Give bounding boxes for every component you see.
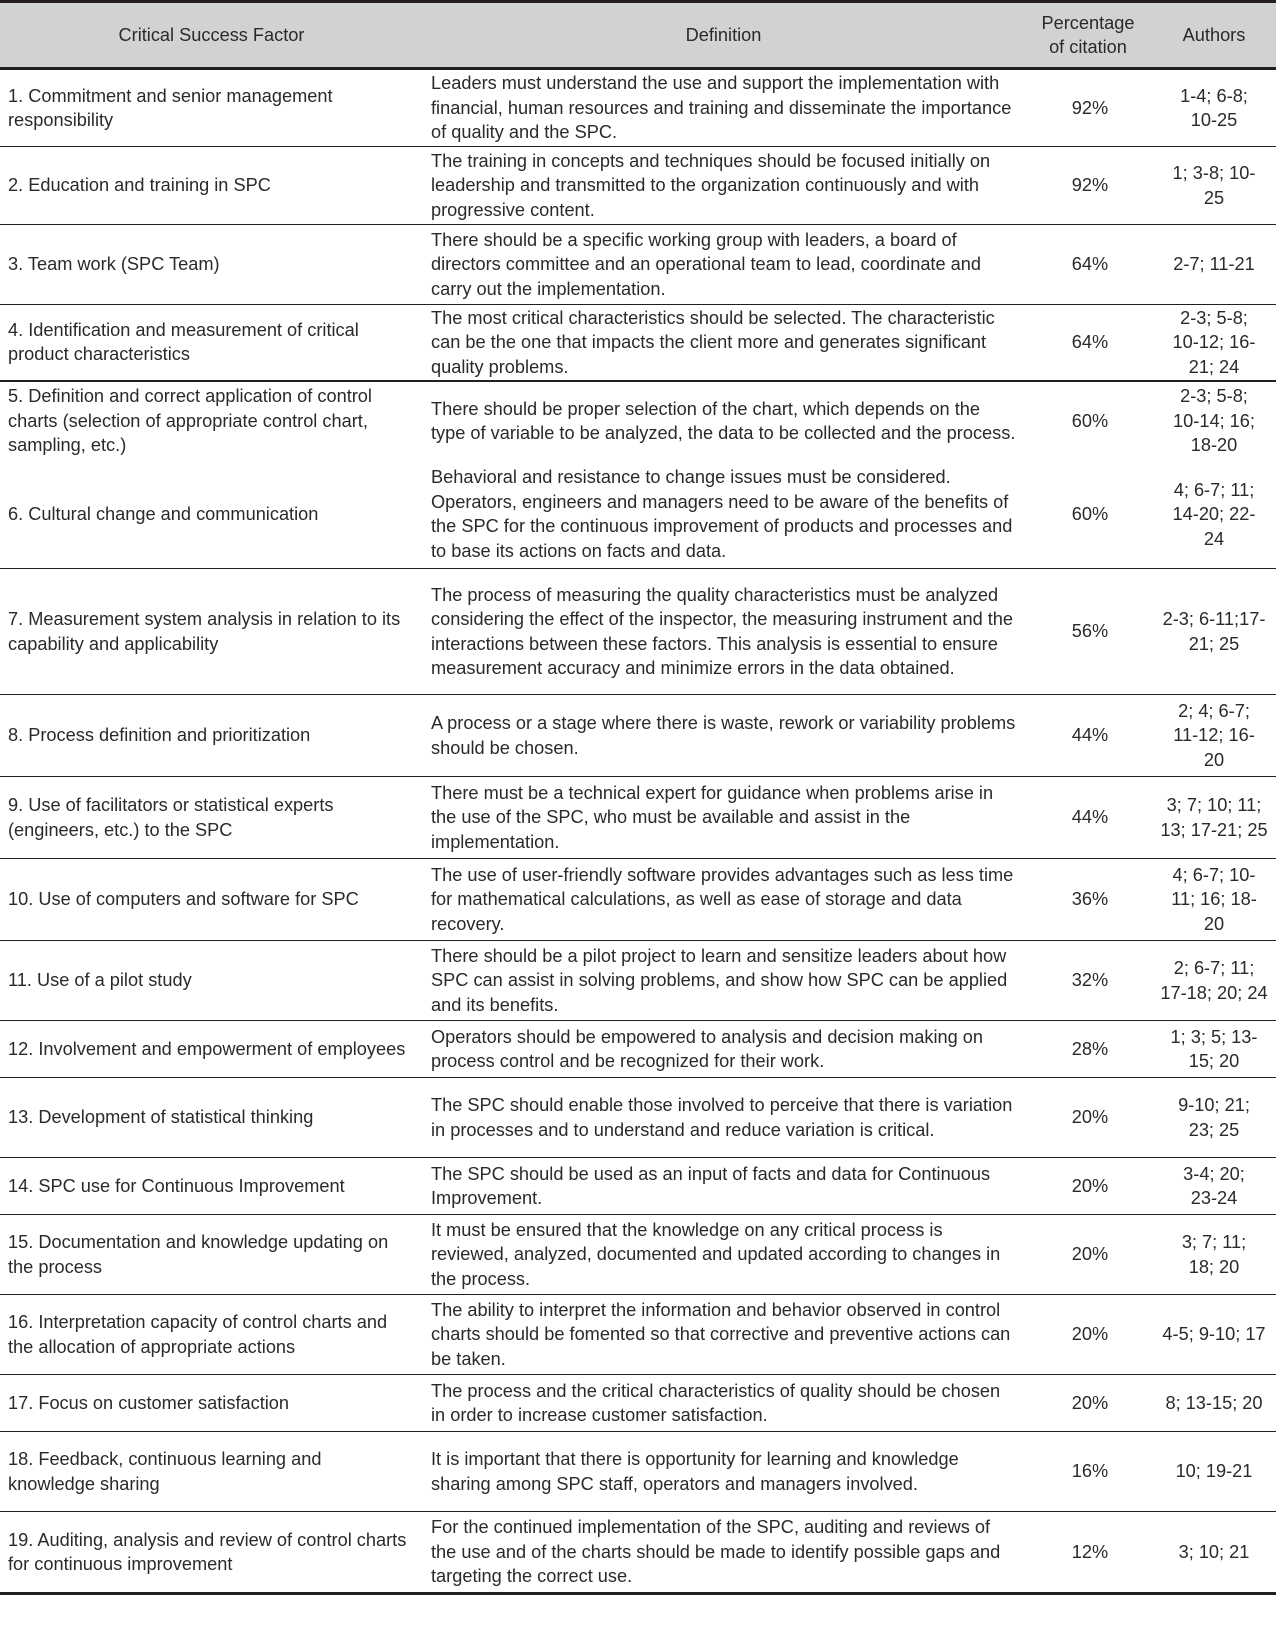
table-row [0, 569, 1276, 695]
percentage-cell: 28% [1071, 1038, 1109, 1059]
percentage-cell: 64% [1071, 332, 1109, 352]
authors-cell [1152, 1078, 1276, 1158]
factor-cell: 3. Team work (SPC Team) [8, 254, 220, 275]
percentage-cell: 12% [1071, 1541, 1109, 1562]
percentage-cell: 60% [1071, 410, 1109, 431]
table-row [0, 1215, 1276, 1295]
definition-cell: There should be proper selection of the chart, which depends on the type of variable to be analyzed, the data to be collected and the process. [431, 398, 1016, 443]
percentage-cell: 20% [1071, 1324, 1109, 1345]
table-row [0, 69, 1276, 147]
authors-cell [1152, 941, 1276, 1021]
percentage-cell: 16% [1071, 1461, 1109, 1482]
definition-cell: Leaders must understand the use and support the implementation with financial, human resources and training and disseminate the importance of quality and the SPC. [431, 73, 1012, 143]
authors-text: 8; 13-15; 20 [1165, 1392, 1263, 1413]
percentage-cell: 20% [1071, 1392, 1109, 1413]
definition-cell: It is important that there is opportunity for learning and knowledge sharing among SPC staff, operators and managers involved. [431, 1449, 959, 1494]
percentage-cell: 36% [1071, 889, 1109, 910]
definition-cell: The ability to interpret the information and behavior observed in control charts should be fomented so that corrective and preventive actions can be taken. [431, 1299, 1011, 1369]
authors-text: 4-5; 9-10; 17 [1162, 1324, 1266, 1345]
authors-cell [1152, 305, 1276, 381]
authors-text: 1; 3; 5; 13-15; 20 [1170, 1026, 1258, 1071]
table-row [0, 1512, 1276, 1594]
header-row [0, 2, 1276, 69]
percentage-cell: 44% [1071, 807, 1109, 828]
factor-cell: 5. Definition and correct application of control charts (selection of appropriate control chart, sampling, etc.) [8, 386, 372, 456]
authors-cell [1152, 69, 1276, 147]
definition-cell: There should be a specific working group with leaders, a board of directors committee and an operational team to lead, coordinate and carry out the implementation. [431, 229, 981, 299]
definition-cell: The process and the critical characteristics of quality should be chosen in order to increase customer satisfaction. [431, 1380, 1001, 1425]
table-row [0, 777, 1276, 859]
authors-text: 10; 19-21 [1175, 1461, 1253, 1482]
authors-text: 2-7; 11-21 [1173, 254, 1255, 275]
definition-cell: The use of user-friendly software provides advantages such as less time for mathematical calculations, as well as ease of storage and data recovery. [431, 864, 1014, 934]
factor-cell: 10. Use of computers and software for SPC [8, 889, 359, 910]
definition-cell: Behavioral and resistance to change issues must be considered. Operators, engineers and managers need to be aware of the benefits of the SPC for the continuous improvement of products and processes and to base its actions on facts and data. [431, 467, 1013, 561]
authors-text: 3-4; 20; 23-24 [1183, 1163, 1245, 1208]
table-row [0, 1375, 1276, 1432]
authors-text: 3; 10; 21 [1178, 1541, 1250, 1562]
percentage-cell: 56% [1071, 621, 1109, 642]
authors-cell [1152, 147, 1276, 225]
percentage-cell: 64% [1071, 254, 1109, 275]
authors-cell [1152, 1215, 1276, 1295]
definition-cell: The most critical characteristics should be selected. The characteristic can be the one that impacts the client more and generates significant quality problems. [431, 307, 995, 377]
percentage-cell: 20% [1071, 1175, 1109, 1196]
authors-cell [1152, 1375, 1276, 1432]
table-row [0, 381, 1276, 461]
header-definition: Definition [685, 25, 762, 45]
table-body [0, 69, 1276, 1594]
percentage-cell: 44% [1071, 725, 1109, 746]
factor-cell: 7. Measurement system analysis in relation to its capability and applicability [8, 609, 401, 654]
factor-cell: 17. Focus on customer satisfaction [8, 1392, 290, 1413]
percentage-cell: 20% [1071, 1107, 1109, 1128]
factor-cell: 15. Documentation and knowledge updating on the process [8, 1232, 389, 1277]
factor-cell: 9. Use of facilitators or statistical experts (engineers, etc.) to the SPC [8, 795, 334, 840]
header-authors: Authors [1182, 25, 1246, 45]
table-row [0, 305, 1276, 381]
definition-cell: There should be a pilot project to learn and sensitize leaders about how SPC can assist in solving problems, and show how SPC can be applied and its benefits. [431, 945, 1008, 1015]
header-percentage [1024, 2, 1152, 69]
authors-cell [1152, 569, 1276, 695]
definition-cell: The training in concepts and techniques should be focused initially on leadership and transmitted to the organization continuously and with progressive content. [431, 150, 991, 220]
definition-cell: It must be ensured that the knowledge on any critical process is reviewed, analyzed, documented and updated according to changes in the process. [431, 1219, 1001, 1289]
authors-text: 1-4; 6-8; 10-25 [1180, 85, 1248, 130]
factor-cell: 13. Development of statistical thinking [8, 1107, 314, 1128]
factor-cell: 18. Feedback, continuous learning and knowledge sharing [8, 1449, 322, 1494]
percentage-cell: 92% [1071, 97, 1109, 118]
factor-cell: 12. Involvement and empowerment of employees [8, 1038, 406, 1059]
table-row [0, 1078, 1276, 1158]
table-row [0, 695, 1276, 777]
header-factor: Critical Success Factor [118, 25, 305, 45]
authors-cell [1152, 1021, 1276, 1078]
factor-cell: 4. Identification and measurement of critical product characteristics [8, 319, 359, 365]
table-row [0, 1295, 1276, 1375]
authors-cell [1152, 1432, 1276, 1512]
factor-cell: 6. Cultural change and communication [8, 504, 319, 524]
percentage-cell: 60% [1071, 504, 1109, 524]
authors-cell [1152, 381, 1276, 461]
authors-text: 2; 6-7; 11; 17-18; 20; 24 [1160, 958, 1268, 1003]
table-row [0, 859, 1276, 941]
authors-text: 4; 6-7; 10-11; 16; 18-20 [1171, 864, 1257, 934]
table-row [0, 225, 1276, 305]
authors-text: 3; 7; 11; 18; 20 [1181, 1232, 1247, 1277]
definition-cell: There must be a technical expert for guidance when problems arise in the use of the SPC, who must be available and assist in the implementation. [431, 782, 994, 852]
authors-cell [1152, 859, 1276, 941]
factor-cell: 14. SPC use for Continuous Improvement [8, 1175, 345, 1196]
factor-cell: 2. Education and training in SPC [8, 175, 271, 196]
authors-text: 4; 6-7; 11; 14-20; 22-24 [1172, 479, 1256, 549]
table-row [0, 941, 1276, 1021]
definition-cell: Operators should be empowered to analysis and decision making on process control and be recognized for their work. [431, 1026, 984, 1071]
definition-cell: The SPC should be used as an input of facts and data for Continuous Improvement. [431, 1163, 991, 1208]
authors-text: 2-3; 6-11;17-21; 25 [1162, 609, 1266, 654]
authors-cell [1152, 1512, 1276, 1594]
factor-cell: 1. Commitment and senior management responsibility [8, 85, 333, 130]
authors-text: 9-10; 21; 23; 25 [1178, 1095, 1250, 1140]
factor-cell: 19. Auditing, analysis and review of control charts for continuous improvement [8, 1529, 407, 1574]
authors-text: 2-3; 5-8; 10-12; 16-21; 24 [1172, 307, 1256, 377]
table-row [0, 1432, 1276, 1512]
authors-cell [1152, 225, 1276, 305]
definition-cell: The process of measuring the quality characteristics must be analyzed considering the effect of the inspector, the measuring instrument and the interactions between these factors. This analysis is essential to ensure measurement accuracy and minimize errors in the data obtained. [431, 584, 1014, 678]
table-row [0, 1021, 1276, 1078]
factor-cell: 16. Interpretation capacity of control charts and the allocation of appropriate actions [8, 1312, 388, 1357]
table-row [0, 461, 1276, 569]
definition-cell: For the continued implementation of the SPC, auditing and reviews of the use and of the charts should be made to identify possible gaps and targeting the correct use. [431, 1517, 1001, 1587]
authors-cell [1152, 1158, 1276, 1215]
table-header [0, 2, 1276, 69]
header-percentage-label: Percentage of citation [1041, 13, 1135, 57]
authors-text: 2-3; 5-8; 10-14; 16; 18-20 [1173, 386, 1255, 456]
authors-cell [1152, 695, 1276, 777]
table-row [0, 147, 1276, 225]
table-row [0, 1158, 1276, 1215]
authors-cell [1152, 461, 1276, 569]
percentage-cell: 32% [1071, 970, 1109, 991]
authors-text: 2; 4; 6-7; 11-12; 16-20 [1173, 700, 1255, 770]
authors-text: 1; 3-8; 10-25 [1172, 163, 1256, 208]
factor-cell: 11. Use of a pilot study [8, 970, 192, 991]
factor-cell: 8. Process definition and prioritization [8, 725, 311, 746]
definition-cell: A process or a stage where there is waste, rework or variability problems should be chosen. [431, 713, 1016, 758]
percentage-cell: 92% [1071, 175, 1109, 196]
definition-cell: The SPC should enable those involved to perceive that there is variation in processes and to understand and reduce variation is critical. [431, 1095, 1013, 1140]
authors-cell [1152, 1295, 1276, 1375]
authors-cell [1152, 777, 1276, 859]
percentage-cell: 20% [1071, 1244, 1109, 1265]
authors-text: 3; 7; 10; 11; 13; 17-21; 25 [1160, 795, 1268, 840]
